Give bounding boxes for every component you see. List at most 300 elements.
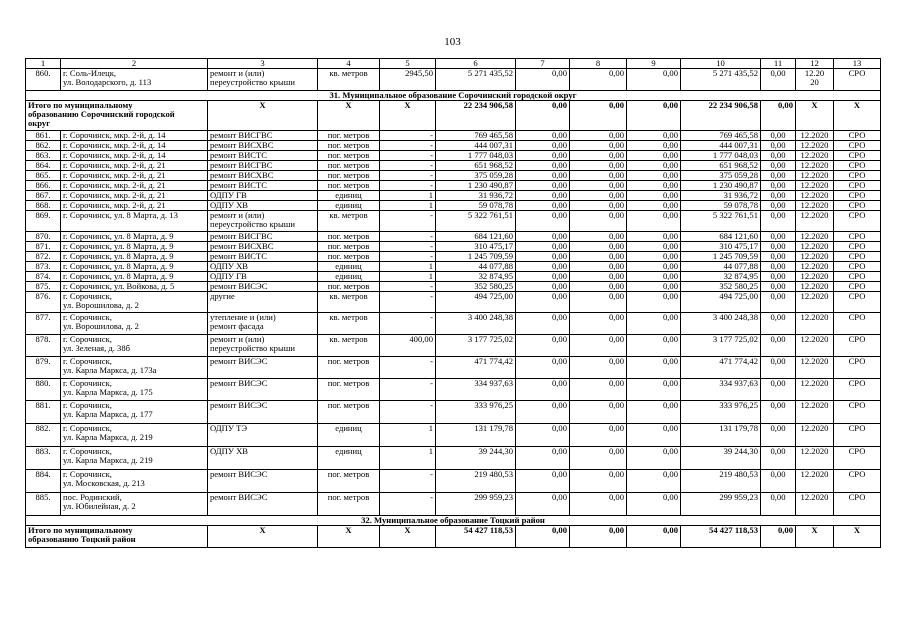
row-number: 875. <box>26 282 61 292</box>
total-cell: 22 234 906,58 <box>681 101 761 131</box>
section-header-row <box>26 516 881 526</box>
table-cell: 684 121,60 <box>436 232 516 242</box>
table-row <box>26 424 881 447</box>
table-cell: 219 480,53 <box>436 470 516 493</box>
table-cell: 0,00 <box>516 141 570 151</box>
table-cell: 31 936,72 <box>681 191 761 201</box>
row-number: 883. <box>26 447 61 470</box>
table-cell: 0,00 <box>516 379 570 401</box>
table-cell: СРО <box>834 447 881 470</box>
total-cell: X <box>380 101 436 131</box>
table-cell: 39 244,30 <box>436 447 516 470</box>
table-row <box>26 282 881 292</box>
table-cell: СРО <box>834 141 881 151</box>
table-row <box>26 252 881 262</box>
table-cell: 0,00 <box>570 171 627 181</box>
table-cell: 0,00 <box>570 211 627 232</box>
table-cell: единиц <box>318 424 380 447</box>
table-cell: 310 475,17 <box>681 242 761 252</box>
table-cell: 0,00 <box>627 447 681 470</box>
row-number: 863. <box>26 151 61 161</box>
table-cell: 0,00 <box>627 357 681 379</box>
table-cell: СРО <box>834 191 881 201</box>
table-cell: - <box>380 161 436 171</box>
table-cell: 1 230 490,87 <box>436 181 516 191</box>
table-cell: 0,00 <box>516 262 570 272</box>
table-cell: СРО <box>834 171 881 181</box>
total-row <box>26 526 881 548</box>
table-cell: 471 774,42 <box>436 357 516 379</box>
table-cell: 494 725,00 <box>681 292 761 313</box>
table-cell: 769 465,58 <box>681 131 761 141</box>
table-cell: 0,00 <box>516 335 570 357</box>
table-cell: 0,00 <box>516 282 570 292</box>
total-cell: X <box>796 526 834 548</box>
table-cell: СРО <box>834 493 881 516</box>
table-cell: 12.2020 <box>796 242 834 252</box>
table-cell: 0,00 <box>761 357 796 379</box>
table-cell: 0,00 <box>761 201 796 211</box>
table-cell: ОДПУ ТЭ <box>208 424 318 447</box>
table-cell: 0,00 <box>570 201 627 211</box>
table-cell: 0,00 <box>761 171 796 181</box>
row-number: 861. <box>26 131 61 141</box>
table-cell: 0,00 <box>516 211 570 232</box>
table-cell: 12.2020 <box>796 424 834 447</box>
row-number: 871. <box>26 242 61 252</box>
column-number-9: 9 <box>627 59 681 69</box>
table-cell: 0,00 <box>570 282 627 292</box>
table-cell: 769 465,58 <box>436 131 516 141</box>
table-cell: СРО <box>834 69 881 91</box>
table-cell: 0,00 <box>570 313 627 335</box>
table-cell: 0,00 <box>761 272 796 282</box>
table-cell: 0,00 <box>761 131 796 141</box>
table-cell: пог. метров <box>318 181 380 191</box>
table-cell: 0,00 <box>627 379 681 401</box>
total-cell: 0,00 <box>570 101 627 131</box>
table-cell: 0,00 <box>627 69 681 91</box>
table-cell: пос. Родинский, ул. Юбилейная, д. 2 <box>61 493 208 516</box>
table-cell: 0,00 <box>761 335 796 357</box>
table-cell: 0,00 <box>516 470 570 493</box>
table-cell: - <box>380 470 436 493</box>
table-cell: 12.2020 <box>796 211 834 232</box>
table-cell: ремонт и (или) переустройство крыши <box>208 69 318 91</box>
table-cell: г. Сорочинск, ул. Ворошилова, д. 2 <box>61 292 208 313</box>
table-cell: 3 177 725,02 <box>436 335 516 357</box>
table-cell: 3 400 248,38 <box>436 313 516 335</box>
table-cell: кв. метров <box>318 335 380 357</box>
table-cell: 1 <box>380 201 436 211</box>
table-cell: 12.2020 <box>796 282 834 292</box>
table-cell: - <box>380 232 436 242</box>
table-cell: г. Сорочинск, мкр. 2-й, д. 14 <box>61 151 208 161</box>
table-row <box>26 313 881 335</box>
table-cell: 444 007,31 <box>436 141 516 151</box>
table-cell: г. Сорочинск, мкр. 2-й, д. 21 <box>61 181 208 191</box>
table-cell: 1 <box>380 262 436 272</box>
total-cell: 0,00 <box>627 526 681 548</box>
total-row <box>26 101 881 131</box>
table-cell: 0,00 <box>516 313 570 335</box>
table-cell: 0,00 <box>516 447 570 470</box>
table-row <box>26 262 881 272</box>
table-cell: 1 777 048,03 <box>681 151 761 161</box>
table-cell: 0,00 <box>761 181 796 191</box>
table-cell: 32 874,95 <box>436 272 516 282</box>
table-row <box>26 242 881 252</box>
table-cell: 352 580,25 <box>436 282 516 292</box>
table-cell: 299 959,23 <box>681 493 761 516</box>
table-cell: 0,00 <box>761 69 796 91</box>
table-cell: - <box>380 282 436 292</box>
column-number-3: 3 <box>208 59 318 69</box>
table-cell: г. Сорочинск, ул. Ворошилова, д. 2 <box>61 313 208 335</box>
table-cell: единиц <box>318 191 380 201</box>
table-cell: 0,00 <box>761 242 796 252</box>
table-cell: - <box>380 401 436 424</box>
table-cell: 219 480,53 <box>681 470 761 493</box>
table-cell: 39 244,30 <box>681 447 761 470</box>
column-number-12: 12 <box>796 59 834 69</box>
total-cell: X <box>834 101 881 131</box>
table-cell: 0,00 <box>627 181 681 191</box>
table-cell: 0,00 <box>516 131 570 141</box>
table-cell: - <box>380 131 436 141</box>
table-cell: 5 322 761,51 <box>681 211 761 232</box>
row-number: 881. <box>26 401 61 424</box>
table-cell: СРО <box>834 379 881 401</box>
table-cell: 32 874,95 <box>681 272 761 282</box>
table-cell: 12.20 20 <box>796 69 834 91</box>
row-number: 874. <box>26 272 61 282</box>
column-number-6: 6 <box>436 59 516 69</box>
row-number: 877. <box>26 313 61 335</box>
table-cell: 0,00 <box>761 141 796 151</box>
page-number: 103 <box>444 36 461 48</box>
table-cell: г. Сорочинск, мкр. 2-й, д. 14 <box>61 131 208 141</box>
column-number-2: 2 <box>61 59 208 69</box>
table-cell: 0,00 <box>570 232 627 242</box>
table-row <box>26 232 881 242</box>
table-cell: г. Сорочинск, ул. Карла Маркса, д. 219 <box>61 447 208 470</box>
table-cell: 0,00 <box>570 424 627 447</box>
table-cell: 0,00 <box>516 151 570 161</box>
table-cell: 12.2020 <box>796 141 834 151</box>
works-table <box>25 58 881 548</box>
table-cell: 0,00 <box>570 379 627 401</box>
table-cell: г. Сорочинск, мкр. 2-й, д. 21 <box>61 171 208 181</box>
table-cell: 0,00 <box>516 357 570 379</box>
total-cell: X <box>834 526 881 548</box>
table-cell: СРО <box>834 313 881 335</box>
total-cell: 0,00 <box>516 101 570 131</box>
table-row <box>26 161 881 171</box>
table-cell: СРО <box>834 181 881 191</box>
table-cell: 0,00 <box>516 292 570 313</box>
table-body <box>26 59 881 548</box>
table-cell: 0,00 <box>570 252 627 262</box>
table-cell: г. Сорочинск, ул. 8 Марта, д. 9 <box>61 262 208 272</box>
row-number: 862. <box>26 141 61 151</box>
total-cell: 0,00 <box>761 526 796 548</box>
table-cell: ремонт ВИСТС <box>208 181 318 191</box>
table-cell: 0,00 <box>761 313 796 335</box>
table-cell: 0,00 <box>570 69 627 91</box>
row-number: 866. <box>26 181 61 191</box>
table-row <box>26 201 881 211</box>
total-cell: 0,00 <box>516 526 570 548</box>
table-cell: 0,00 <box>570 493 627 516</box>
column-number-10: 10 <box>681 59 761 69</box>
table-cell: 0,00 <box>761 262 796 272</box>
table-cell: 12.2020 <box>796 131 834 141</box>
table-cell: 12.2020 <box>796 232 834 242</box>
table-cell: пог. метров <box>318 171 380 181</box>
table-cell: кв. метров <box>318 292 380 313</box>
table-cell: 0,00 <box>627 242 681 252</box>
table-cell: 0,00 <box>627 470 681 493</box>
table-cell: ремонт ВИСЭС <box>208 493 318 516</box>
table-cell: ОДПУ ГВ <box>208 272 318 282</box>
table-cell: - <box>380 181 436 191</box>
table-cell: 3 177 725,02 <box>681 335 761 357</box>
table-cell: г. Сорочинск, ул. Карла Маркса, д. 173а <box>61 357 208 379</box>
table-cell: г. Сорочинск, мкр. 2-й, д. 21 <box>61 161 208 171</box>
table-cell: 0,00 <box>627 141 681 151</box>
table-cell: г. Сорочинск, ул. 8 Марта, д. 9 <box>61 232 208 242</box>
table-cell: пог. метров <box>318 232 380 242</box>
table-cell: - <box>380 379 436 401</box>
table-cell: 12.2020 <box>796 272 834 282</box>
table-cell: 0,00 <box>627 151 681 161</box>
table-cell: - <box>380 493 436 516</box>
table-cell: ремонт ВИСГВС <box>208 161 318 171</box>
table-cell: 59 078,78 <box>436 201 516 211</box>
table-cell: 0,00 <box>627 211 681 232</box>
table-row <box>26 211 881 232</box>
total-cell: X <box>208 101 318 131</box>
column-number-11: 11 <box>761 59 796 69</box>
table-cell: 0,00 <box>570 357 627 379</box>
table-cell: - <box>380 171 436 181</box>
row-number: 872. <box>26 252 61 262</box>
table-cell: 1 <box>380 272 436 282</box>
table-cell: 12.2020 <box>796 401 834 424</box>
table-cell: г. Сорочинск, ул. Войкова, д. 5 <box>61 282 208 292</box>
row-number: 873. <box>26 262 61 272</box>
table-cell: 0,00 <box>516 232 570 242</box>
table-cell: 0,00 <box>627 313 681 335</box>
table-cell: 12.2020 <box>796 357 834 379</box>
table-cell: 0,00 <box>627 232 681 242</box>
table-cell: 0,00 <box>570 262 627 272</box>
row-number: 865. <box>26 171 61 181</box>
table-cell: 0,00 <box>627 335 681 357</box>
row-number: 869. <box>26 211 61 232</box>
table-cell: 0,00 <box>627 201 681 211</box>
table-cell: 131 179,78 <box>436 424 516 447</box>
table-cell: 0,00 <box>570 292 627 313</box>
table-cell: СРО <box>834 292 881 313</box>
table-row <box>26 379 881 401</box>
table-cell: СРО <box>834 470 881 493</box>
table-cell: 0,00 <box>570 401 627 424</box>
table-cell: 651 968,52 <box>681 161 761 171</box>
table-cell: 0,00 <box>761 470 796 493</box>
column-number-8: 8 <box>570 59 627 69</box>
table-cell: 12.2020 <box>796 379 834 401</box>
table-row <box>26 401 881 424</box>
table-cell: 0,00 <box>516 424 570 447</box>
table-cell: СРО <box>834 262 881 272</box>
table-cell: г. Сорочинск, мкр. 2-й, д. 21 <box>61 201 208 211</box>
table-cell: ОДПУ ХВ <box>208 201 318 211</box>
table-cell: пог. метров <box>318 242 380 252</box>
table-cell: кв. метров <box>318 211 380 232</box>
table-cell: кв. метров <box>318 313 380 335</box>
table-cell: пог. метров <box>318 282 380 292</box>
table-cell: 0,00 <box>516 69 570 91</box>
row-number: 882. <box>26 424 61 447</box>
table-cell: ремонт ВИСГВС <box>208 131 318 141</box>
table-cell: 12.2020 <box>796 470 834 493</box>
total-cell: 0,00 <box>627 101 681 131</box>
table-cell: СРО <box>834 424 881 447</box>
table-cell: 5 322 761,51 <box>436 211 516 232</box>
row-number: 864. <box>26 161 61 171</box>
table-cell: пог. метров <box>318 401 380 424</box>
table-cell: единиц <box>318 272 380 282</box>
table-cell: 375 059,28 <box>436 171 516 181</box>
table-cell: 0,00 <box>627 292 681 313</box>
table-cell: г. Сорочинск, ул. 8 Марта, д. 9 <box>61 272 208 282</box>
table-cell: 0,00 <box>627 191 681 201</box>
table-row <box>26 191 881 201</box>
table-cell: 0,00 <box>516 493 570 516</box>
table-cell: 333 976,25 <box>681 401 761 424</box>
table-cell: СРО <box>834 242 881 252</box>
table-cell: ремонт ВИСГВС <box>208 232 318 242</box>
table-cell: г. Сорочинск, ул. Карла Маркса, д. 219 <box>61 424 208 447</box>
table-cell: СРО <box>834 252 881 262</box>
row-number: 884. <box>26 470 61 493</box>
table-row <box>26 69 881 91</box>
table-cell: 31 936,72 <box>436 191 516 201</box>
table-cell: 12.2020 <box>796 493 834 516</box>
table-cell: пог. метров <box>318 252 380 262</box>
table-cell: пог. метров <box>318 151 380 161</box>
table-cell: 0,00 <box>570 272 627 282</box>
table-cell: другие <box>208 292 318 313</box>
row-number: 885. <box>26 493 61 516</box>
table-cell: ОДПУ ХВ <box>208 262 318 272</box>
total-cell: 22 234 906,58 <box>436 101 516 131</box>
table-cell: 12.2020 <box>796 262 834 272</box>
table-cell: 0,00 <box>516 242 570 252</box>
table-row <box>26 141 881 151</box>
total-cell: X <box>318 101 380 131</box>
table-cell: 0,00 <box>761 151 796 161</box>
table-cell: - <box>380 141 436 151</box>
table-cell: 0,00 <box>627 401 681 424</box>
table-cell: 0,00 <box>516 252 570 262</box>
table-cell: 12.2020 <box>796 447 834 470</box>
total-cell: 0,00 <box>570 526 627 548</box>
table-row <box>26 335 881 357</box>
table-cell: г. Сорочинск, ул. Московская, д. 213 <box>61 470 208 493</box>
table-cell: 0,00 <box>570 447 627 470</box>
section-title: 32. Муниципальное образование Тоцкий район <box>26 516 881 526</box>
table-cell: 0,00 <box>627 493 681 516</box>
table-row <box>26 470 881 493</box>
table-cell: 0,00 <box>570 191 627 201</box>
table-cell: г. Сорочинск, мкр. 2-й, д. 21 <box>61 191 208 201</box>
table-cell: 1 245 709,59 <box>681 252 761 262</box>
table-cell: 0,00 <box>516 171 570 181</box>
total-cell: X <box>380 526 436 548</box>
table-row <box>26 493 881 516</box>
table-cell: 0,00 <box>516 191 570 201</box>
table-cell: 0,00 <box>570 161 627 171</box>
row-number: 860. <box>26 69 61 91</box>
row-number: 876. <box>26 292 61 313</box>
table-cell: г. Сорочинск, ул. Зеленая, д. 38б <box>61 335 208 357</box>
table-cell: 1 245 709,59 <box>436 252 516 262</box>
table-cell: 0,00 <box>570 181 627 191</box>
table-row <box>26 447 881 470</box>
table-cell: 0,00 <box>570 141 627 151</box>
table-cell: 12.2020 <box>796 292 834 313</box>
row-number: 879. <box>26 357 61 379</box>
table-cell: 0,00 <box>516 181 570 191</box>
table-cell: СРО <box>834 232 881 242</box>
table-cell: 0,00 <box>570 131 627 141</box>
table-row <box>26 151 881 161</box>
table-cell: 0,00 <box>761 401 796 424</box>
table-cell: пог. метров <box>318 161 380 171</box>
table-cell: ОДПУ ХВ <box>208 447 318 470</box>
section-header-row <box>26 91 881 101</box>
table-cell: - <box>380 242 436 252</box>
table-cell: СРО <box>834 282 881 292</box>
table-cell: 0,00 <box>516 272 570 282</box>
table-cell: 0,00 <box>761 232 796 242</box>
table-cell: 0,00 <box>761 161 796 171</box>
table-cell: пог. метров <box>318 131 380 141</box>
table-cell: г. Соль-Илецк, ул. Володарского, д. 113 <box>61 69 208 91</box>
table-cell: 471 774,42 <box>681 357 761 379</box>
table-cell: 0,00 <box>761 424 796 447</box>
works-table-container <box>25 58 880 548</box>
table-cell: - <box>380 292 436 313</box>
table-cell: 1 230 490,87 <box>681 181 761 191</box>
row-number: 870. <box>26 232 61 242</box>
row-number: 878. <box>26 335 61 357</box>
table-cell: - <box>380 252 436 262</box>
table-cell: ремонт ВИСЭС <box>208 470 318 493</box>
table-cell: СРО <box>834 201 881 211</box>
table-cell: единиц <box>318 447 380 470</box>
total-cell: X <box>796 101 834 131</box>
column-number-13: 13 <box>834 59 881 69</box>
table-cell: пог. метров <box>318 493 380 516</box>
table-cell: 651 968,52 <box>436 161 516 171</box>
table-cell: 0,00 <box>570 470 627 493</box>
table-cell: СРО <box>834 401 881 424</box>
table-row <box>26 357 881 379</box>
